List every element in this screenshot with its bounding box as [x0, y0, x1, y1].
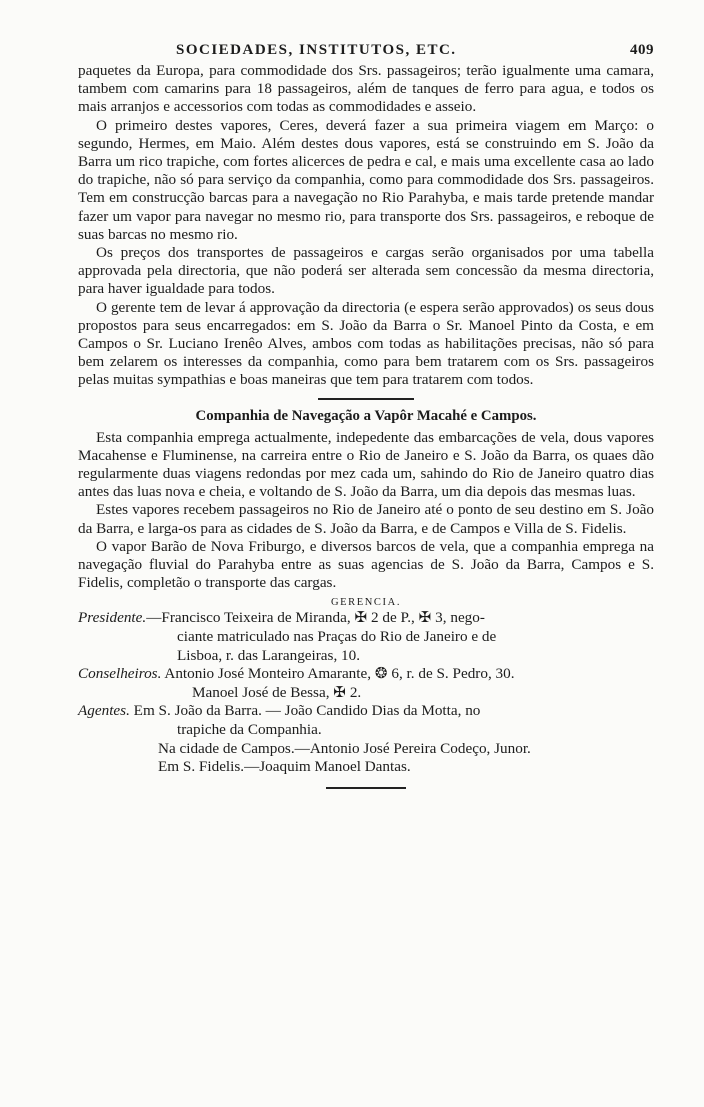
conselheiros-entry	[78, 665, 654, 702]
presidente-line2: ciante matriculado nas Praças do Rio de Janeiro e de	[177, 628, 497, 646]
gerencia-heading: GERENCIA.	[330, 597, 402, 609]
paragraph-vapor-barao: O vapor Barão de Nova Friburgo, e diversos barcos de vela, que a companhia emprega na navegação fluvial do Parahyba entre as suas agencias de S. João da Barra, Campos e S. Fidelis, completão o transporte das cargas.	[78, 537, 654, 592]
running-head	[78, 40, 654, 62]
paragraph-precos: Os preços dos transportes de passageiros e cargas serão organisados por uma tabella approvada pela directoria, que não poderá ser alterada sem concessão da mesma directoria, para haver igualdade para todos.	[78, 244, 654, 298]
conselheiros-line1: Antonio José Monteiro Amarante, ❂ 6, r. de S. Pedro, 30.	[161, 665, 515, 683]
conselheiros-role: Conselheiros.	[78, 665, 162, 683]
book-page	[78, 40, 654, 789]
page-number: 409	[630, 42, 654, 58]
top-paragraphs	[78, 62, 654, 390]
running-head-title: SOCIEDADES, INSTITUTOS, ETC.	[176, 42, 457, 58]
paragraph-continuation: paquetes da Europa, para commodidade dos Srs. passageiros; terão igualmente uma camara, tambem com camarins para 18 passageiros, além de tanques de ferro para agua, e todos os mais arranjos e accessorios com todas as commodidades e asseio.	[78, 62, 654, 116]
agentes-line3: Na cidade de Campos.—Antonio José Pereira Codeço, Junor.	[158, 739, 531, 757]
presidente-entry	[78, 609, 654, 665]
presidente-line3: Lisboa, r. das Larangeiras, 10.	[177, 646, 361, 664]
paragraph-vapores: O primeiro destes vapores, Ceres, deverá fazer a sua primeira viagem em Março: o segundo, Hermes, em Maio. Além destes dous vapores, está se construindo em S. João da Barra um rico trapiche, com fortes alicerces de pedra e cal, e mais uma excellente casa ao lado do trapiche, não só para serviço da companhia, como para commodidade dos Srs. passageiros. Tem em construcção barcas para a navegação no Rio Parahyba, e mais tarde pretende mandar fazer um vapor para navegar no mesmo rio, para transporte dos Srs. passageiros, e reboque de suas barcas no mesmo rio.	[78, 116, 654, 243]
agentes-role: Agentes.	[78, 702, 130, 720]
paragraph-companhia: Esta companhia emprega actualmente, indepedente das embarcações de vela, dous vapores Macahense e Fluminense, na carreira entre o Rio de Janeiro e S. João da Barra, os quaes dão regularmente duas viagens redondas por mez cada um, sahindo do Rio de Janeiro quatro dias antes das luas nova e cheia, e voltando de S. João da Barra, um dia depois das mesmas luas.	[78, 428, 654, 501]
agentes-entry	[78, 702, 654, 776]
paragraph-estes-vapores: Estes vapores recebem passageiros no Rio de Janeiro até o ponto de seu destino em S. João da Barra, e larga-os para as cidades de S. João da Barra, e de Campos e Villa de S. Fidelis.	[78, 501, 654, 537]
agentes-line1: Em S. João da Barra. — João Candido Dias da Motta, no	[129, 702, 481, 720]
agentes-line2: trapiche da Companhia.	[177, 721, 322, 739]
section-divider	[318, 398, 414, 400]
presidente-line1: —Francisco Teixeira de Miranda, ✠ 2 de P., ✠ 3, nego-	[146, 609, 485, 627]
section-title: Companhia de Navegação a Vapôr Macahé e Campos.	[195, 407, 537, 424]
section-paragraphs	[78, 429, 654, 593]
end-divider	[326, 787, 406, 789]
presidente-role: Presidente.	[78, 609, 147, 627]
agentes-line4: Em S. Fidelis.—Joaquim Manoel Dantas.	[158, 758, 411, 776]
conselheiros-line2: Manoel José de Bessa, ✠ 2.	[192, 683, 362, 701]
paragraph-gerente: O gerente tem de levar á approvação da directoria (e espera serão approvados) os seus dous propostos para seus encarregados: em S. João da Barra o Sr. Manoel Pinto da Costa, e em Campos o Sr. Luciano Irenêo Alves, ambos com todas as habilitações precisas, não só para bem zelarem os interesses da companhia, como para bem tratarem com os Srs. passageiros pelas muitas sympathias e boas maneiras que tem para tratarem com todos.	[78, 298, 654, 389]
